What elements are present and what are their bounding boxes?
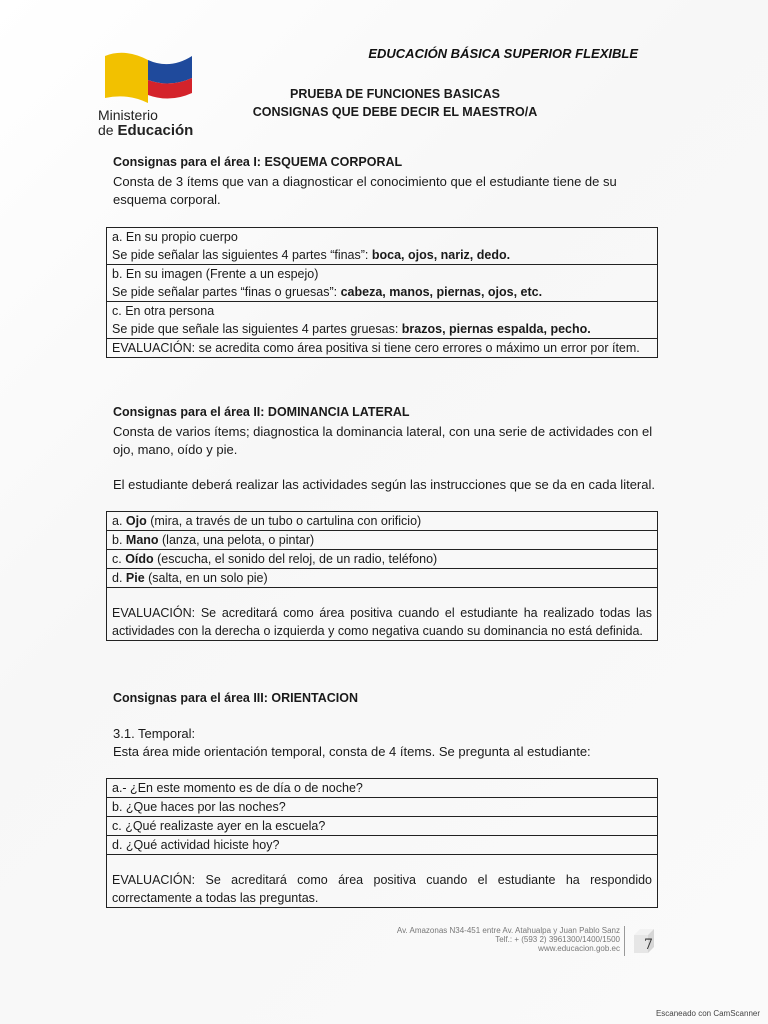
logo-line2-bold: Educación [117, 122, 194, 139]
area1-evaluation: EVALUACIÓN: se acredita como área positiva si tiene cero errores o máximo un error por ítem. [107, 339, 658, 358]
row-text: (mira, a través de un tubo o cartulina con orificio) [146, 514, 422, 528]
row-bold: Oído [125, 552, 154, 566]
table-row [107, 817, 658, 836]
area3-item-c: c. ¿Qué realizaste ayer en la escuela? [107, 817, 658, 836]
table-row [107, 228, 658, 265]
row-prefix: d. [112, 571, 126, 585]
table-row [107, 531, 658, 550]
table-row [107, 569, 658, 588]
area1-item-b: b. En su imagen (Frente a un espejo) [112, 267, 319, 281]
area1-item-a: a. En su propio cuerpo [112, 230, 238, 244]
footer-website: www.educacion.gob.ec [538, 944, 620, 953]
area3-evaluation: EVALUACIÓN: Se acreditará como área positiva cuando el estudiante ha respondido correctamente a todas las preguntas. [107, 855, 658, 908]
table-row [107, 836, 658, 855]
area2-evaluation: EVALUACIÓN: Se acreditará como área positiva cuando el estudiante ha realizado todas las actividades con la derecha o izquierda y como negativa cuando su dominancia no está definida. [107, 588, 658, 641]
footer-address-line1: Av. Amazonas N34-451 entre Av. Atahualpa y Juan Pablo Sanz [396, 926, 620, 935]
row-text: (lanza, una pelota, o pintar) [158, 533, 315, 547]
row-prefix: b. [112, 533, 126, 547]
area2-intro: Consta de varios ítems; diagnostica la dominancia lateral, con una serie de actividades con el ojo, mano, oído y pie. [113, 424, 653, 457]
logo-line1: Ministerio [98, 107, 158, 123]
page-cube-icon [628, 925, 658, 955]
row-bold: Mano [125, 533, 159, 547]
page-number: 7 [644, 937, 653, 953]
footer-divider [624, 926, 625, 956]
title-line1: PRUEBA DE FUNCIONES BASICAS [290, 87, 500, 101]
area1-item-c-bold: brazos, piernas espalda, pecho. [401, 322, 591, 336]
scanner-watermark: Escaneado con CamScanner [655, 1009, 760, 1018]
area1-item-a-text: Se pide señalar las siguientes 4 partes “finas”: [112, 248, 372, 262]
area1-item-c-text: Se pide que señale las siguientes 4 partes gruesas: [112, 322, 402, 336]
area3-title: Consignas para el área III: ORIENTACION [113, 691, 358, 705]
table-row [107, 302, 658, 339]
program-header: EDUCACIÓN BÁSICA SUPERIOR FLEXIBLE [368, 46, 638, 61]
area3-item-b: b. ¿Que haces por las noches? [107, 798, 658, 817]
area2-title: Consignas para el área II: DOMINANCIA LATERAL [113, 405, 410, 419]
row-text: (salta, en un solo pie) [144, 571, 268, 585]
area1-item-c: c. En otra persona [112, 304, 215, 318]
logo-text [98, 108, 193, 138]
area3-item-d: d. ¿Qué actividad hiciste hoy? [107, 836, 658, 855]
logo-blue-shape [148, 56, 192, 84]
table-row [107, 798, 658, 817]
document-title [230, 85, 560, 121]
logo-yellow-shape [105, 53, 148, 103]
row-bold: Ojo [125, 514, 147, 528]
area2-instruction: El estudiante deberá realizar las actividades según las instrucciones que se da en cada literal. [113, 477, 655, 492]
table-row [107, 339, 658, 358]
row-prefix: a. [112, 514, 126, 528]
area1-title: Consignas para el área I: ESQUEMA CORPORAL [113, 155, 403, 169]
table-row [107, 550, 658, 569]
area1-intro: Consta de 3 ítems que van a diagnosticar el conocimiento que el estudiante tiene de su esquema corporal. [113, 174, 617, 207]
area1-item-b-bold: cabeza, manos, piernas, ojos, etc. [340, 285, 543, 299]
area1-item-b-text: Se pide señalar partes “finas o gruesas”: [112, 285, 341, 299]
area3-intro: Esta área mide orientación temporal, consta de 4 ítems. Se pregunta al estudiante: [113, 744, 591, 759]
table-row [107, 855, 658, 908]
area3-item-a: a.- ¿En este momento es de día o de noche? [107, 779, 658, 798]
area1-table [106, 227, 658, 358]
area3-table [106, 778, 658, 908]
area1-item-a-bold: boca, ojos, nariz, dedo. [371, 248, 511, 262]
footer-address-line2: Telf.: + (593 2) 3961300/1400/1500 [495, 935, 620, 944]
row-bold: Pie [125, 571, 145, 585]
table-row [107, 265, 658, 302]
table-row [107, 588, 658, 641]
table-row [107, 779, 658, 798]
row-prefix: c. [112, 552, 126, 566]
row-text: (escucha, el sonido del reloj, de un radio, teléfono) [153, 552, 438, 566]
table-row [107, 512, 658, 531]
footer-address [355, 926, 620, 953]
area3-subtitle: 3.1. Temporal: [113, 726, 196, 741]
logo-line2-prefix: de [98, 122, 118, 138]
title-line2: CONSIGNAS QUE DEBE DECIR EL MAESTRO/A [252, 105, 538, 119]
area2-table [106, 511, 658, 641]
